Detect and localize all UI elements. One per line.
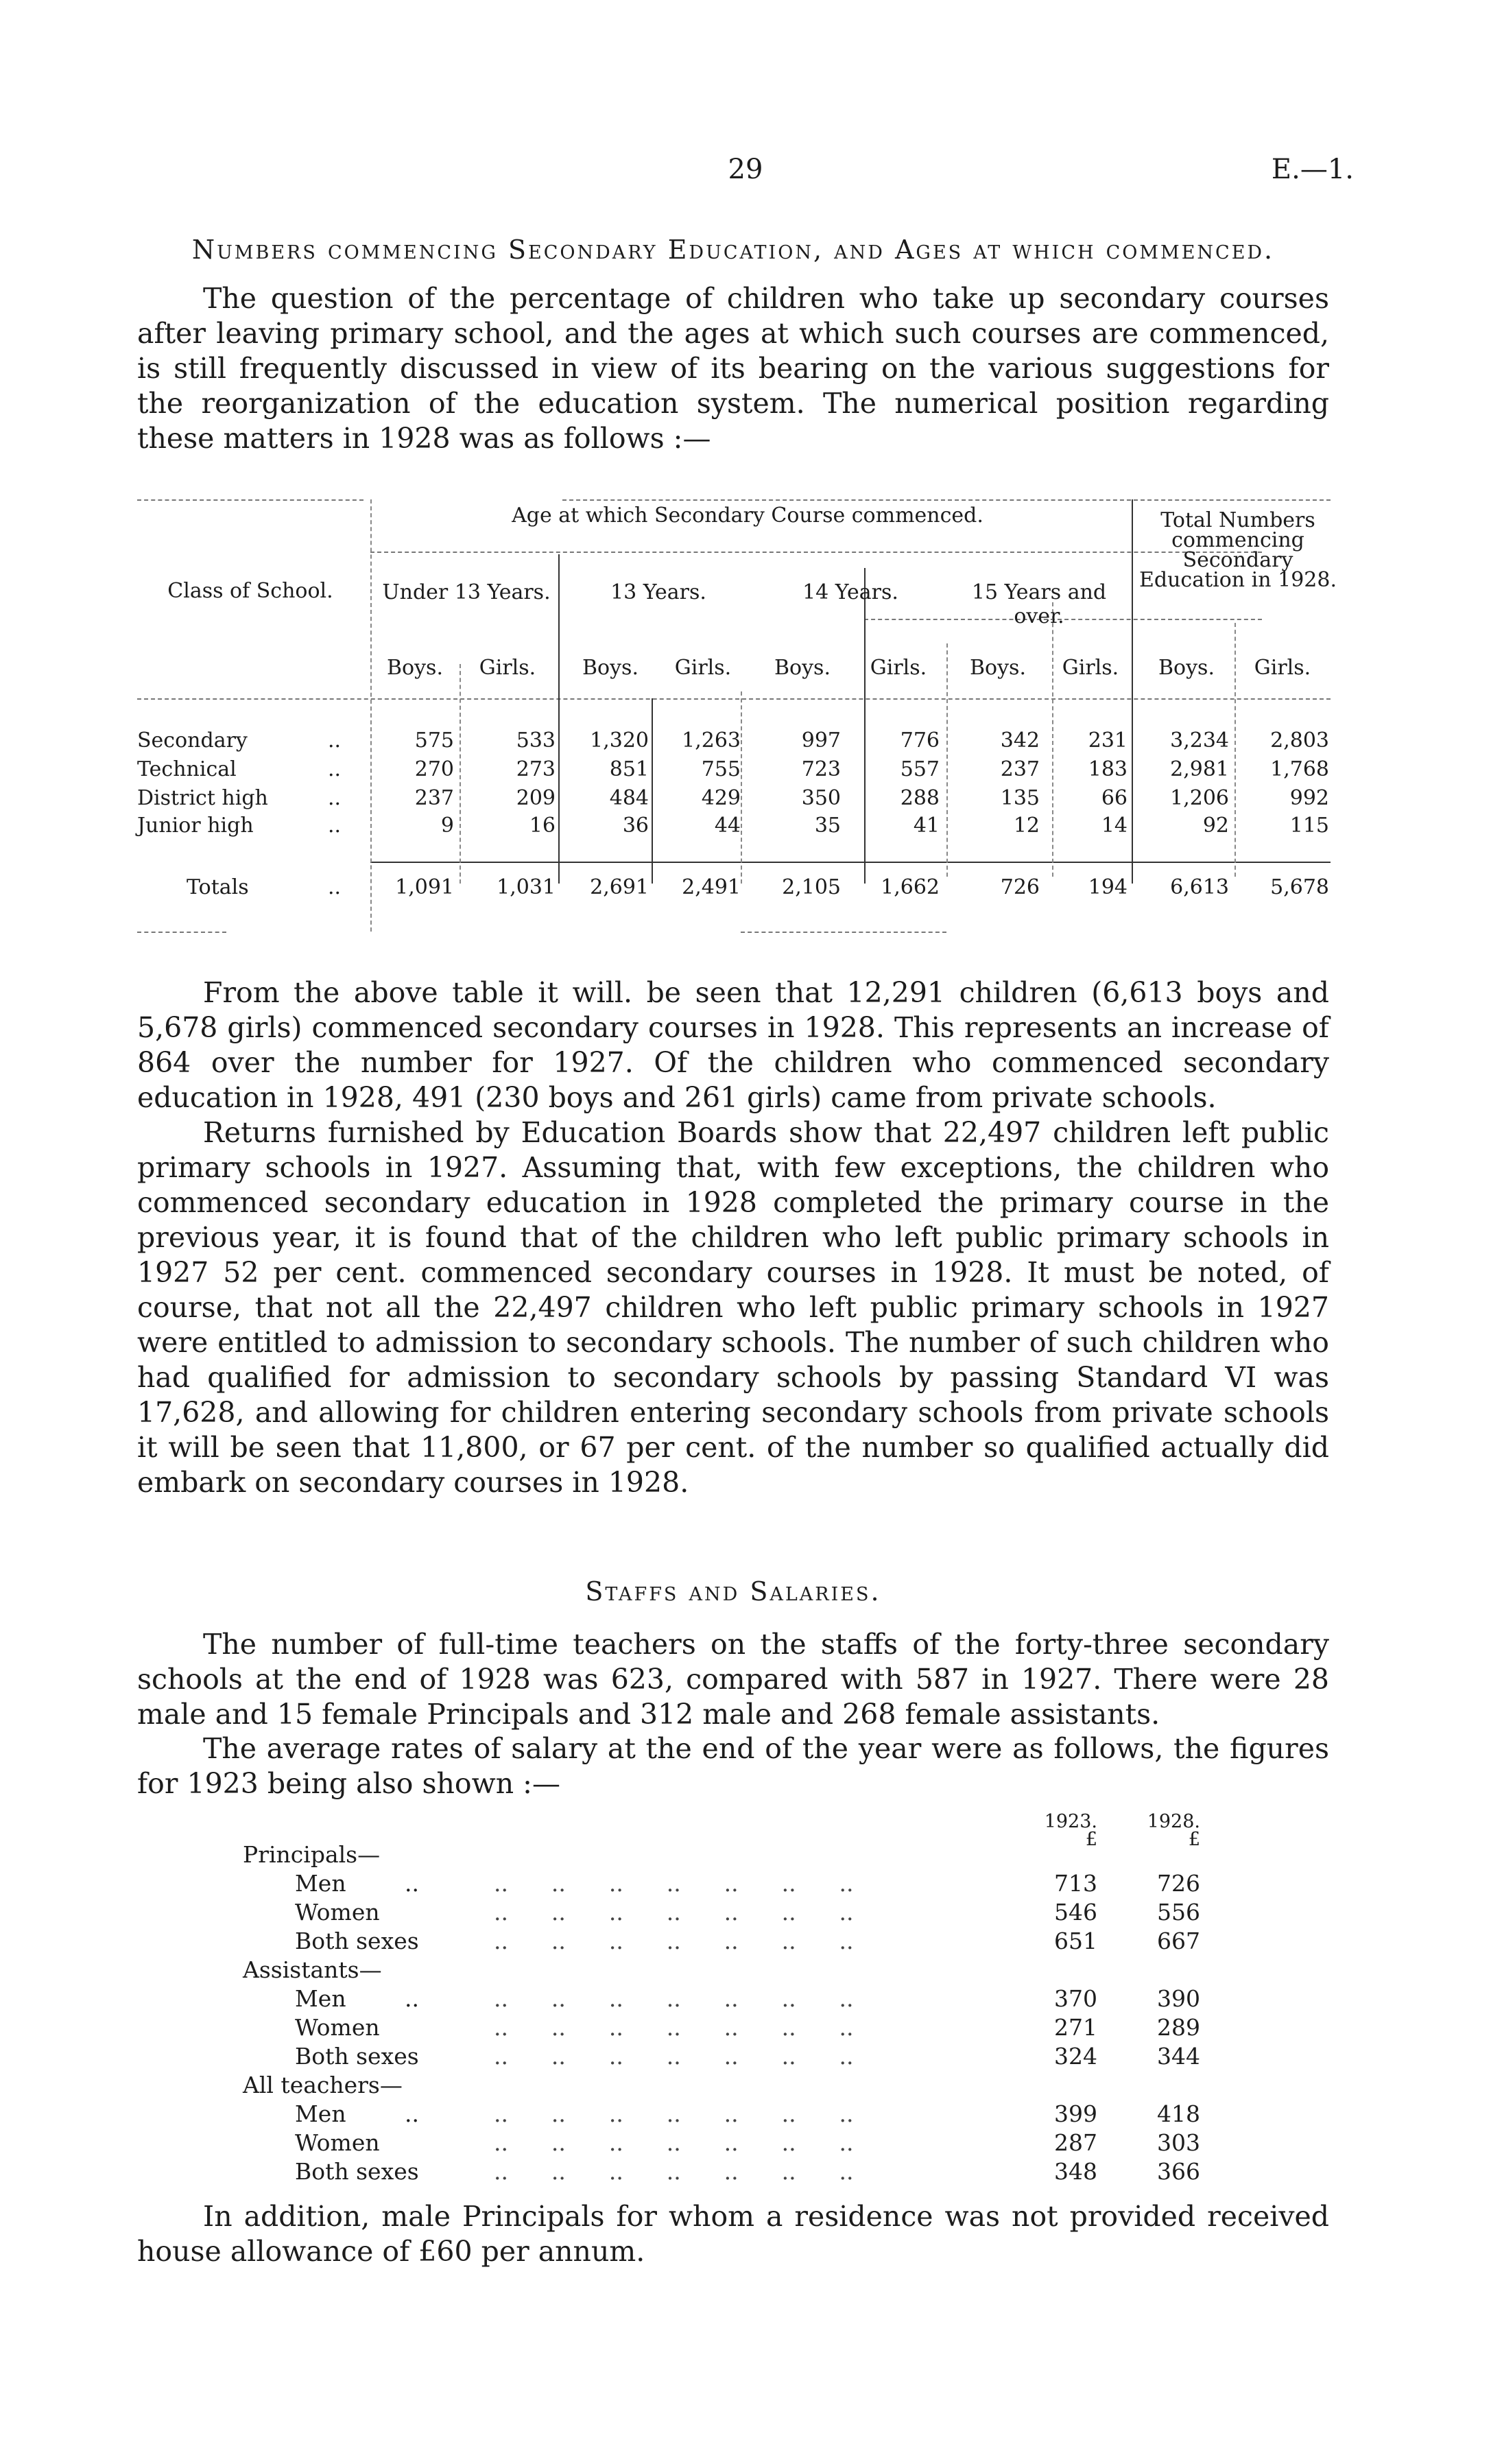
table-cell: 288	[900, 786, 940, 810]
salary-1923-value: 399	[1054, 2100, 1097, 2127]
salary-1928-value: 289	[1157, 2014, 1200, 2041]
table-cell: 92	[1202, 814, 1229, 838]
row-label: Junior high	[137, 814, 254, 838]
table-cell: 44	[714, 814, 741, 838]
salary-1928-value: 556	[1157, 1899, 1200, 1926]
row-label: District high	[137, 786, 268, 810]
salary-1928-value: 667	[1157, 1928, 1200, 1954]
salary-unit-1928: £	[1188, 1829, 1200, 1850]
age-group-15-over: 15 Years and over.	[971, 580, 1107, 628]
table-cell: 1,662	[881, 875, 940, 899]
col-girls: Girls.	[674, 656, 732, 680]
table-cell: 14	[1101, 814, 1128, 838]
salary-group-label: Principals—	[243, 1841, 381, 1868]
salary-1928-value: 303	[1157, 2129, 1200, 2156]
table-cell: 115	[1289, 814, 1329, 838]
salary-row	[233, 2100, 1303, 2129]
table-cell: 350	[801, 786, 841, 810]
table-cell: 5,678	[1270, 875, 1329, 899]
table-cell: 273	[516, 757, 556, 781]
salary-row	[233, 1928, 1303, 1956]
leader-dots: ..	[405, 1985, 419, 2012]
col-boys: Boys.	[1158, 656, 1215, 680]
table-cell: 2,105	[782, 875, 841, 899]
class-of-school-header: Class of School.	[167, 579, 333, 603]
paragraph-table-summary: From the above table it will. be seen that 12,291 children (6,613 boys and 5,678 girls) commenced secondary courses in 1928. This represents an increase of 864 over the number for 1927. Of the children who commenced secondary education in 1928, 491 (230 boys and 261 girls) came from private schools.	[137, 976, 1329, 1114]
salary-group-heading	[233, 1841, 1303, 1870]
table-cell: 776	[900, 728, 940, 753]
table-cell: 16	[529, 814, 556, 838]
leader-dots: .. .. .. .. .. .. ..	[494, 1985, 854, 2012]
salary-group-label: Assistants—	[243, 1956, 382, 1983]
col-girls: Girls.	[1254, 656, 1311, 680]
table-cell: 1,320	[590, 728, 649, 753]
col-boys: Boys.	[387, 656, 443, 680]
col-boys: Boys.	[774, 656, 831, 680]
salary-row	[233, 2129, 1303, 2158]
salary-row-label: Both sexes	[295, 2043, 419, 2070]
total-numbers-header: Total Numbers commencing Secondary Education in 1928.	[1138, 508, 1337, 592]
age-commenced-header: Age at which Secondary Course commenced.	[512, 504, 983, 528]
salary-row	[233, 1985, 1303, 2014]
leader-dots: .. .. .. .. .. .. ..	[494, 1870, 854, 1897]
col-girls: Girls.	[479, 656, 536, 680]
table-cell: 533	[516, 728, 556, 753]
table-cell: 1,031	[497, 875, 556, 899]
table-cell: 194	[1088, 875, 1128, 899]
table-cell: 2,981	[1170, 757, 1229, 781]
table-cell: 2,491	[682, 875, 741, 899]
table-cell: 231	[1088, 728, 1128, 753]
salary-1923-value: 651	[1054, 1928, 1097, 1954]
leader-dots: .. .. .. .. .. .. ..	[494, 2100, 854, 2127]
paragraph-salary-intro: The average rates of salary at the end of the year were as follows, the figures for 1923 being also shown :—	[137, 1732, 1329, 1800]
salary-1923-value: 271	[1054, 2014, 1097, 2041]
table-cell: 36	[622, 814, 649, 838]
salary-1928-value: 418	[1157, 2100, 1200, 2127]
salary-year-1923: 1923.	[1044, 1811, 1097, 1832]
table-cell: 41	[913, 814, 940, 838]
row-label: Totals	[187, 875, 249, 899]
salary-row-label: Women	[295, 1899, 380, 1926]
closing-paragraph: In addition, male Principals for whom a residence was not provided received house allowance of £60 per annum.	[137, 2200, 1329, 2268]
section-title-numbers: Numbers commencing Secondary Education, and Ages at which commenced.	[191, 235, 1275, 265]
salary-row-label: Men	[295, 2100, 346, 2127]
table-cell: 135	[1000, 786, 1040, 810]
paragraph-staff-numbers: The number of full-time teachers on the staffs of the forty-three secondary schools at the end of 1928 was 623, compared with 587 in 1927. There were 28 male and 15 female Principals and 312 male and 268 female assistants.	[137, 1628, 1329, 1731]
salary-1928-value: 344	[1157, 2043, 1200, 2070]
salary-1923-value: 324	[1054, 2043, 1097, 2070]
salary-row-label: Both sexes	[295, 1928, 419, 1954]
table-cell: 35	[814, 814, 841, 838]
table-cell: 2,803	[1270, 728, 1329, 753]
col-girls: Girls.	[870, 656, 927, 680]
leader-dots: .. .. .. .. .. .. ..	[494, 2043, 854, 2070]
col-girls: Girls.	[1062, 656, 1119, 680]
table-cell: 1,091	[395, 875, 454, 899]
col-boys: Boys.	[582, 656, 639, 680]
leader-dots: .. .. .. .. .. .. ..	[494, 2129, 854, 2156]
age-group-13: 13 Years.	[610, 580, 706, 604]
leader-dots: .. .. .. .. .. .. ..	[494, 2158, 854, 2185]
leader-dots: ..	[405, 2100, 419, 2127]
salary-1923-value: 713	[1054, 1870, 1097, 1897]
salary-table	[233, 1811, 1303, 2195]
leader-dots: ..	[405, 1870, 419, 1897]
table-cell: 997	[801, 728, 841, 753]
table-cell: 726	[1000, 875, 1040, 899]
salary-1928-value: 390	[1157, 1985, 1200, 2012]
salary-row-label: Both sexes	[295, 2158, 419, 2185]
table-cell: 12	[1013, 814, 1040, 838]
table-cell: 66	[1101, 786, 1128, 810]
table-cell: 1,768	[1270, 757, 1329, 781]
salary-group-heading	[233, 2072, 1303, 2100]
table-cell: 9	[440, 814, 454, 838]
age-group-under-13: Under 13 Years.	[382, 580, 551, 604]
salary-row	[233, 1870, 1303, 1899]
table-cell: 557	[900, 757, 940, 781]
intro-paragraph: The question of the percentage of children who take up secondary courses after leaving primary school, and the ages at which such courses are commenced, is still frequently discussed in view of its bearing on the various suggestions for the reorganization of the education system. The numerical position regarding these matters in 1928 was as follows :—	[137, 282, 1329, 455]
table-cell: 575	[414, 728, 454, 753]
salary-1928-value: 726	[1157, 1870, 1200, 1897]
salary-row-label: Women	[295, 2129, 380, 2156]
salary-1923-value: 287	[1054, 2129, 1097, 2156]
table-cell: 6,613	[1170, 875, 1229, 899]
row-leader-dots: ..	[328, 875, 342, 899]
paragraph-primary-returns: Returns furnished by Education Boards show that 22,497 children left public primary schools in 1927. Assuming that, with few exceptions, the children who commenced secondary education in 1928 completed the primary course in the previous year, it is found that of the children who left public primary schools in 1927 52 per cent. commenced secondary courses in 1928. It must be noted, of course, that not all the 22,497 children who left public primary schools in 1927 were entitled to admission to secondary schools. The number of such children who had qualified for admission to secondary schools by passing Standard VI was 17,628, and allowing for children entering secondary schools from private schools it will be seen that 11,800, or 67 per cent. of the number so qualified actually did embark on secondary courses in 1928.	[137, 1116, 1329, 1499]
salary-row	[233, 1899, 1303, 1928]
salary-group-label: All teachers—	[243, 2072, 403, 2098]
secondary-age-table	[137, 499, 1337, 952]
table-cell: 755	[701, 757, 741, 781]
salary-group-heading	[233, 1956, 1303, 1985]
row-leader-dots: ..	[328, 757, 342, 781]
salary-row-label: Women	[295, 2014, 380, 2041]
salary-1923-value: 546	[1054, 1899, 1097, 1926]
row-leader-dots: ..	[328, 728, 342, 753]
leader-dots: .. .. .. .. .. .. ..	[494, 1899, 854, 1926]
table-cell: 1,263	[682, 728, 741, 753]
row-label: Technical	[137, 757, 237, 781]
page-number: 29	[728, 154, 763, 185]
salary-1923-value: 348	[1054, 2158, 1097, 2185]
salary-unit-1923: £	[1085, 1829, 1097, 1850]
table-cell: 183	[1088, 757, 1128, 781]
leader-dots: .. .. .. .. .. .. ..	[494, 2014, 854, 2041]
row-label: Secondary	[137, 728, 248, 753]
col-boys: Boys.	[970, 656, 1026, 680]
table-cell: 484	[609, 786, 649, 810]
salary-row-label: Men	[295, 1985, 346, 2012]
table-cell: 237	[414, 786, 454, 810]
table-cell: 3,234	[1170, 728, 1229, 753]
section-title-staffs: Staffs and Salaries.	[585, 1576, 881, 1607]
salary-year-1928: 1928.	[1147, 1811, 1200, 1832]
row-leader-dots: ..	[328, 814, 342, 838]
table-cell: 851	[609, 757, 649, 781]
table-cell: 237	[1000, 757, 1040, 781]
table-cell: 342	[1000, 728, 1040, 753]
age-group-14: 14 Years.	[802, 580, 898, 604]
salary-row-label: Men	[295, 1870, 346, 1897]
table-cell: 992	[1289, 786, 1329, 810]
salary-row	[233, 2158, 1303, 2187]
salary-row	[233, 2014, 1303, 2043]
page-header	[137, 154, 1354, 195]
row-leader-dots: ..	[328, 786, 342, 810]
salary-1923-value: 370	[1054, 1985, 1097, 2012]
table-cell: 723	[801, 757, 841, 781]
table-cell: 209	[516, 786, 556, 810]
table-cell: 429	[701, 786, 741, 810]
table-cell: 2,691	[590, 875, 649, 899]
table-cell: 1,206	[1170, 786, 1229, 810]
table-cell: 270	[414, 757, 454, 781]
salary-row	[233, 2043, 1303, 2072]
leader-dots: .. .. .. .. .. .. ..	[494, 1928, 854, 1954]
document-reference: E.—1.	[1271, 154, 1354, 185]
salary-1928-value: 366	[1157, 2158, 1200, 2185]
